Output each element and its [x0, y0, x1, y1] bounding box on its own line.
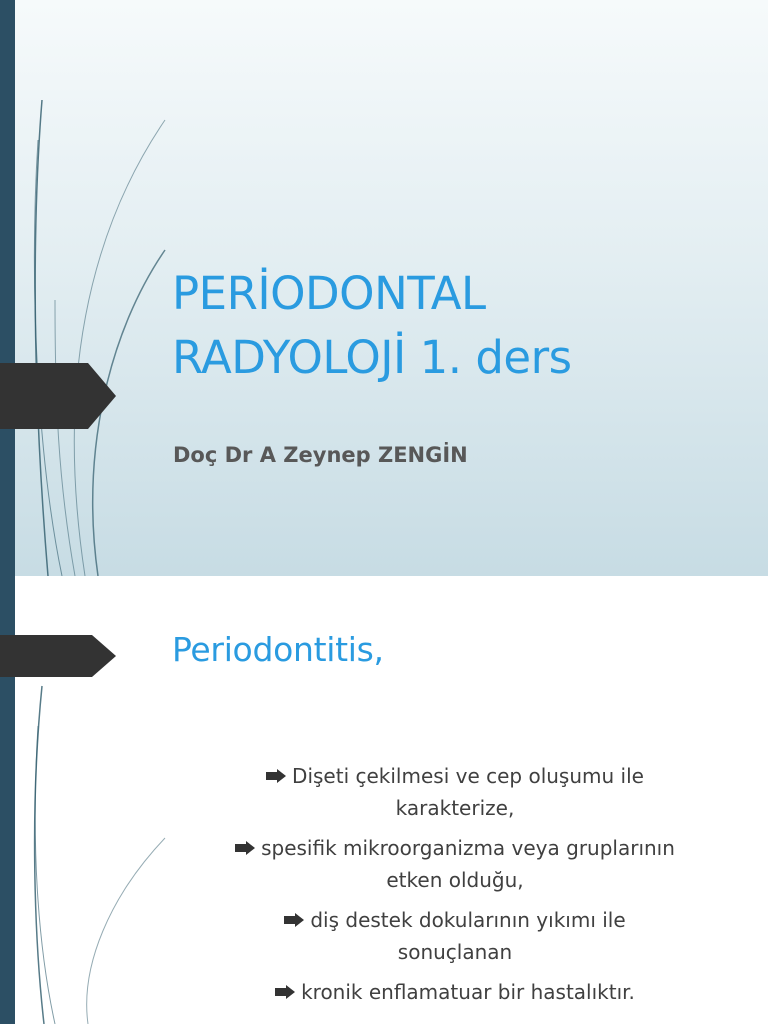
list-item	[160, 976, 750, 1008]
arrow-right-icon	[266, 769, 286, 783]
bullet-text-line2: karakterize,	[395, 796, 515, 820]
slide-title	[172, 262, 572, 390]
bullet-text-line1: kronik enflamatuar bir hastalıktır.	[301, 980, 635, 1004]
bullet-text-line1: Dişeti çekilmesi ve cep oluşumu ile	[292, 764, 644, 788]
arrow-right-icon	[284, 913, 304, 927]
content-slide	[0, 576, 768, 1024]
decorative-curves	[0, 0, 200, 576]
title-line-2: RADYOLOJİ 1. ders	[172, 331, 572, 384]
arrow-right-icon	[275, 985, 295, 999]
list-item	[160, 904, 750, 968]
bullet-text-line1: diş destek dokularının yıkımı ile	[310, 908, 626, 932]
bullet-text-line1: spesifik mikroorganizma veya gruplarının	[261, 836, 675, 860]
pentagon-tag-icon	[0, 635, 118, 677]
pentagon-tag-icon	[0, 363, 118, 429]
list-item	[160, 832, 750, 896]
title-line-1: PERİODONTAL	[172, 267, 486, 320]
arrow-right-icon	[235, 841, 255, 855]
slide-subtitle: Doç Dr A Zeynep ZENGİN	[173, 443, 468, 467]
bullet-list	[160, 760, 750, 1016]
slide-heading: Periodontitis,	[172, 630, 384, 669]
bullet-text-line2: etken olduğu,	[386, 868, 524, 892]
list-item	[160, 760, 750, 824]
bullet-text-line2: sonuçlanan	[397, 940, 513, 964]
